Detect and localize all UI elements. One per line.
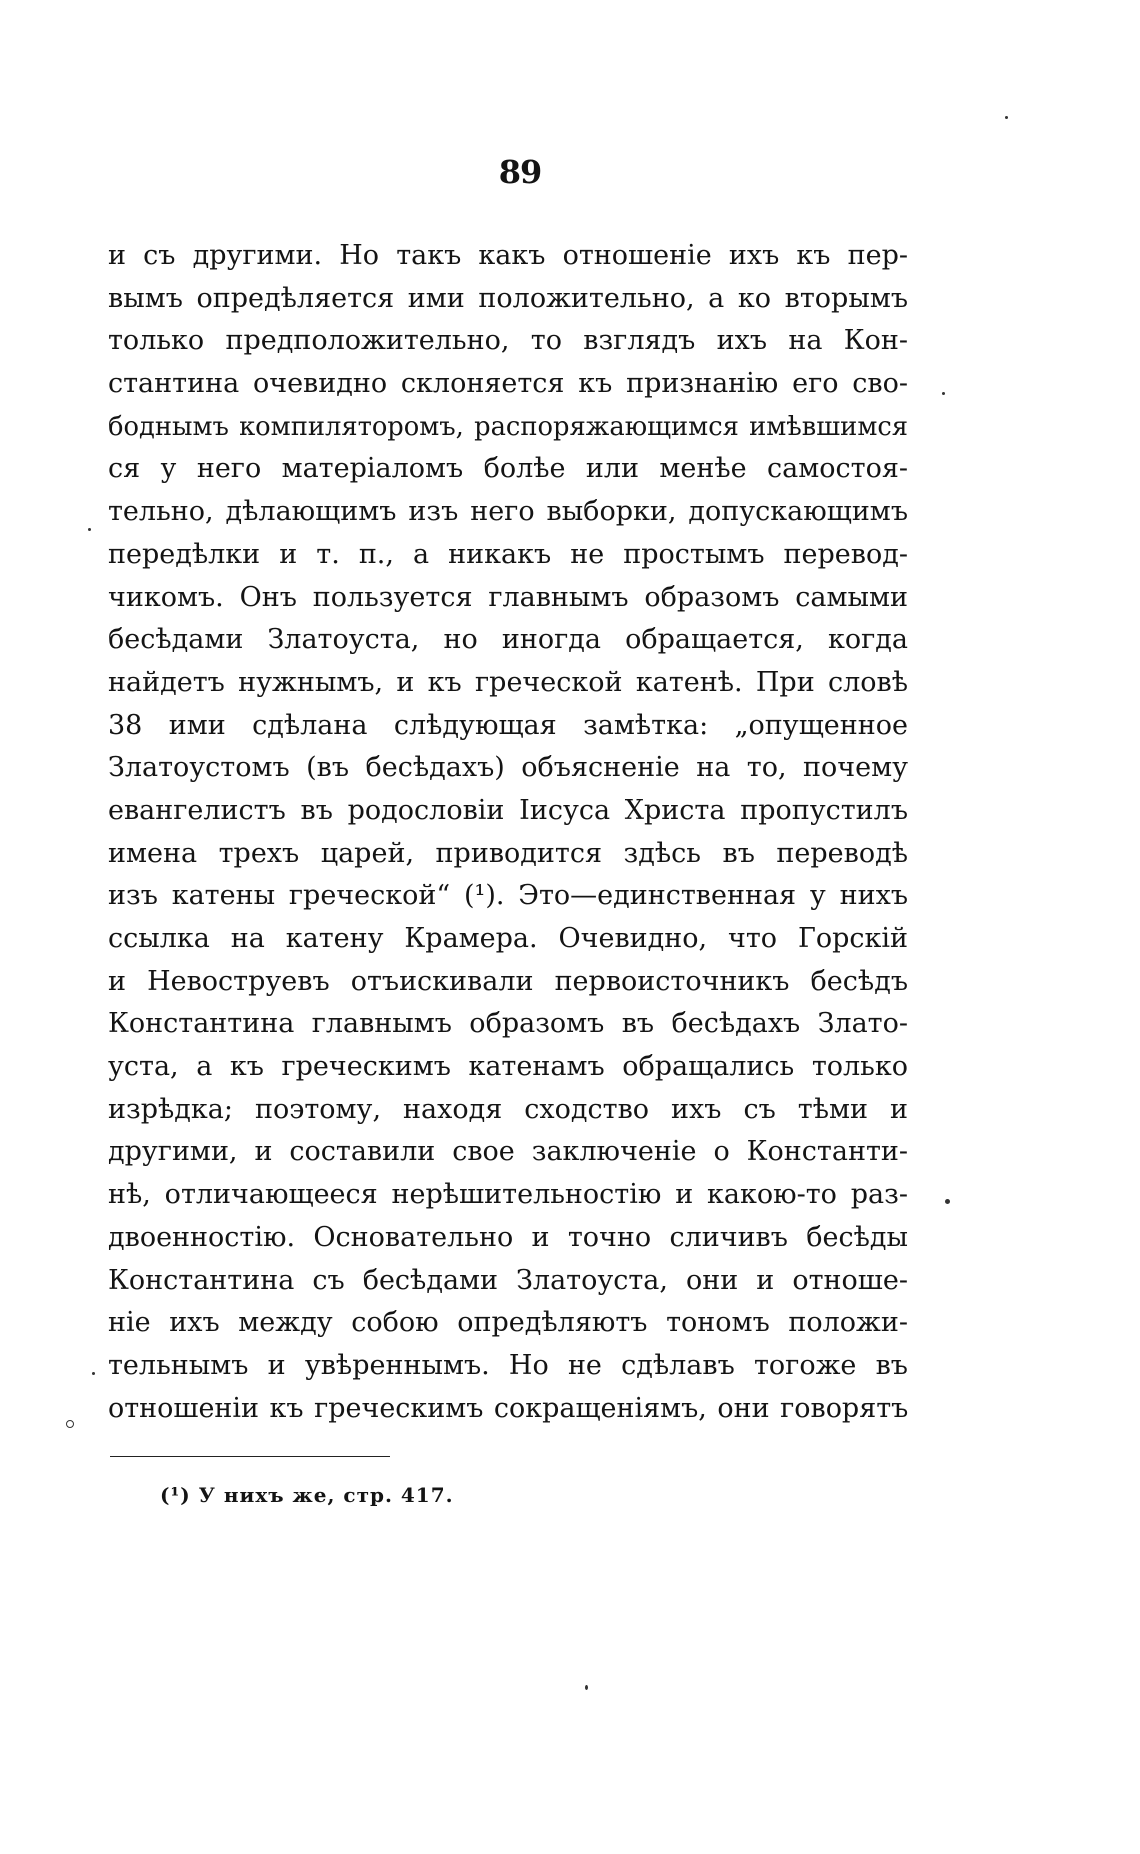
scan-speck [66,1420,74,1428]
page-number: 89 [498,153,542,191]
footnote: (¹) У нихъ же, стр. 417. [160,1483,454,1507]
text-line: другими, и составили свое заключеніе о Константи- [108,1136,908,1168]
text-line: Константина главнымъ образомъ въ бесѣдахъ Злато- [108,1008,908,1040]
scan-speck [92,1372,95,1375]
scan-speck [88,528,91,531]
footnote-divider [110,1456,390,1457]
text-line: евангелистъ въ родословіи Іисуса Христа пропустилъ [108,794,908,826]
text-line: боднымъ компиляторомъ, распоряжающимся имѣвшимся [108,411,908,442]
text-line: ся у него матеріаломъ болѣе или менѣе самостоя- [108,453,908,485]
text-line: бесѣдами Златоуста, но иногда обращается, когда [108,624,908,656]
body-text [108,235,908,1430]
text-line: чикомъ. Онъ пользуется главнымъ образомъ самыми [108,581,908,613]
scan-speck [585,1685,588,1690]
text-line: Константина съ бесѣдами Златоуста, они и отноше- [108,1264,908,1296]
text-line: передѣлки и т. п., а никакъ не простымъ перевод- [108,538,908,570]
text-line: двоенностію. Основательно и точно сличивъ бесѣды [108,1221,908,1253]
text-line: стантина очевидно склоняется къ признанію его сво- [108,368,908,400]
scan-speck [1005,116,1008,119]
text-line: тельно, дѣлающимъ изъ него выборки, допускающимъ [108,496,908,528]
text-line: и Невоструевъ отъискивали первоисточникъ бесѣдъ [108,965,908,997]
text-line: найдетъ нужнымъ, и къ греческой катенѣ. При словѣ [108,666,908,698]
text-line: вымъ опредѣляется ими положительно, а ко вторымъ [108,282,908,314]
text-line: Златоустомъ (въ бесѣдахъ) объясненіе на то, почему [108,752,908,784]
text-line: ніе ихъ между собою опредѣляютъ тономъ положи- [108,1307,908,1339]
text-line: ссылка на катену Крамера. Очевидно, что Горскій [108,923,908,954]
text-line: имена трехъ царей, приводится здѣсь въ переводѣ [108,837,908,869]
text-line: 38 ими сдѣлана слѣдующая замѣтка: „опущенное [108,709,908,741]
text-line: и съ другими. Но такъ какъ отношеніе ихъ къ пер- [108,240,908,271]
text-line: уста, а къ греческимъ катенамъ обращались только [108,1051,908,1083]
text-line: отношеніи къ греческимъ сокращеніямъ, они говорятъ [108,1392,909,1424]
text-line: нѣ, отличающееся нерѣшительностію и какою-то раз- [108,1179,908,1211]
text-line: тельнымъ и увѣреннымъ. Но не сдѣлавъ тогоже въ [108,1349,908,1381]
text-line: только предположительно, то взглядъ ихъ на Кон- [108,325,908,357]
text-line: изъ катены греческой“ (¹). Это—единственная у нихъ [108,880,908,912]
scan-speck [942,392,945,395]
text-line: изрѣдка; поэтому, находя сходство ихъ съ тѣми и [108,1093,908,1125]
scan-speck [945,1199,950,1204]
